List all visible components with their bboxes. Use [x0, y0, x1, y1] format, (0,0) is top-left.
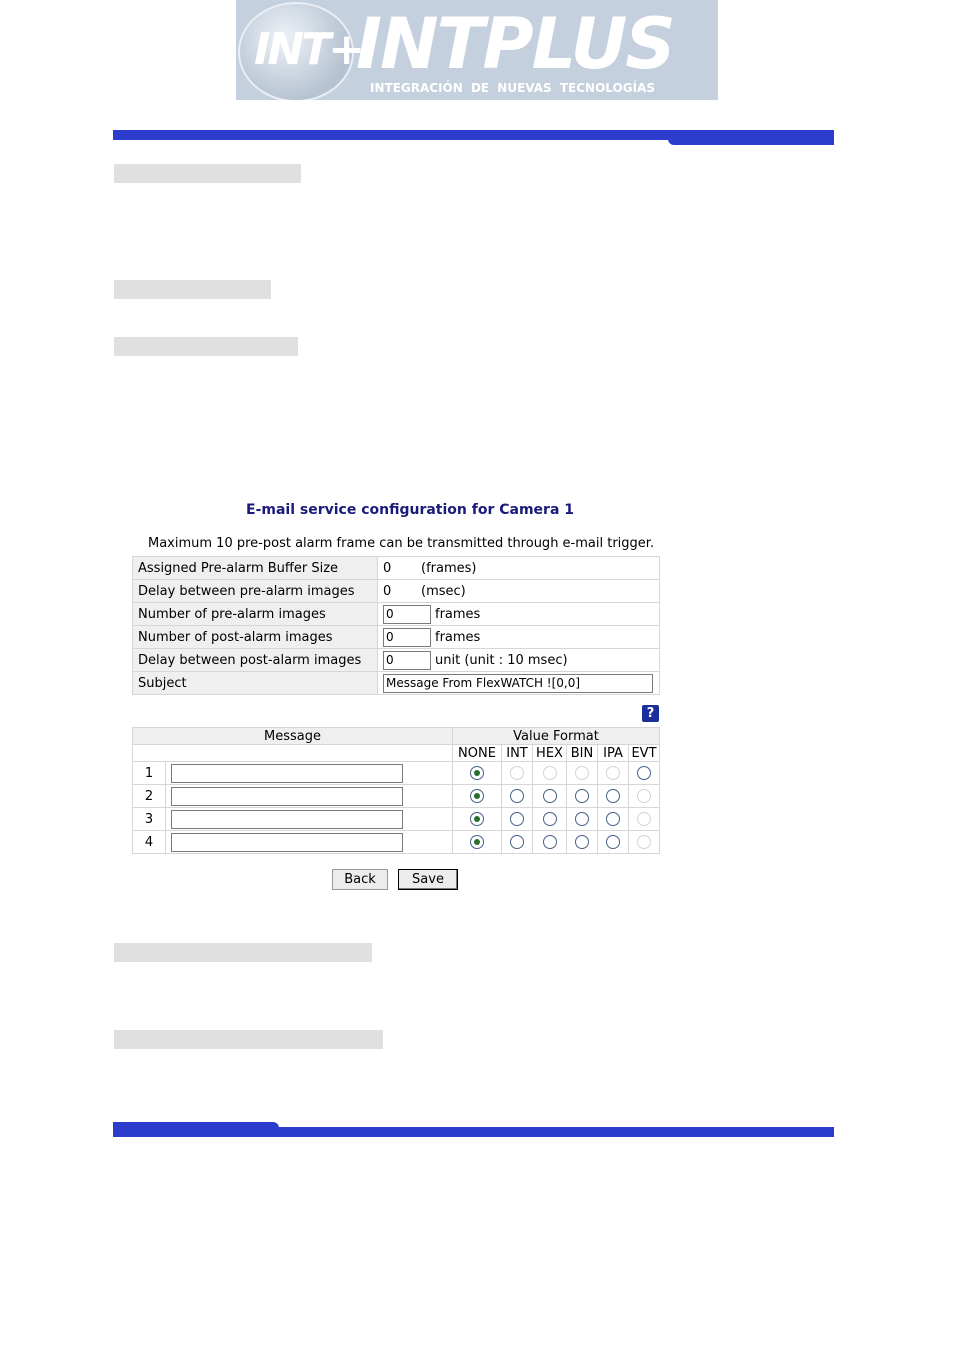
settings-row	[133, 626, 660, 649]
message-row-number: 4	[133, 831, 166, 854]
radio-cell	[567, 831, 598, 854]
message-row	[133, 785, 660, 808]
format-ipa-radio	[606, 766, 620, 780]
radio-cell	[533, 808, 567, 831]
radio-cell	[453, 785, 502, 808]
settings-row	[133, 603, 660, 626]
message-row-number: 3	[133, 808, 166, 831]
post-alarm-delay-label: Delay between post-alarm images	[133, 649, 378, 672]
form-note: Maximum 10 pre-post alarm frame can be transmitted through e-mail trigger.	[148, 536, 655, 551]
pre-alarm-delay-cell	[378, 580, 660, 603]
pre-alarm-images-unit: frames	[435, 606, 481, 622]
post-alarm-images-input[interactable]: 0	[383, 628, 431, 647]
post-alarm-images-unit: frames	[435, 629, 481, 645]
format-hex-radio[interactable]	[543, 789, 557, 803]
post-alarm-images-label: Number of post-alarm images	[133, 626, 378, 649]
format-evt-header: EVT	[629, 745, 660, 762]
radio-cell	[502, 762, 533, 785]
message-row-number: 2	[133, 785, 166, 808]
format-none-radio[interactable]	[470, 835, 484, 849]
radio-cell	[629, 831, 660, 854]
format-hex-radio[interactable]	[543, 835, 557, 849]
message-input[interactable]	[171, 833, 403, 852]
message-input[interactable]	[171, 787, 403, 806]
format-ipa-radio[interactable]	[606, 789, 620, 803]
subject-label: Subject	[133, 672, 378, 695]
format-hex-radio[interactable]	[543, 812, 557, 826]
message-row	[133, 808, 660, 831]
message-header-row	[133, 728, 660, 745]
blank-header	[133, 745, 453, 762]
format-bin-radio	[575, 766, 589, 780]
format-none-radio[interactable]	[470, 789, 484, 803]
pre-alarm-images-label: Number of pre-alarm images	[133, 603, 378, 626]
intplus-logo	[236, 0, 718, 100]
format-none-header: NONE	[453, 745, 502, 762]
radio-cell	[598, 831, 629, 854]
radio-cell	[598, 785, 629, 808]
pre-alarm-delay-label: Delay between pre-alarm images	[133, 580, 378, 603]
pre-alarm-buffer-cell	[378, 557, 660, 580]
post-alarm-images-cell	[378, 626, 660, 649]
format-int-radio[interactable]	[510, 789, 524, 803]
pre-alarm-buffer-unit: (frames)	[421, 560, 477, 576]
format-bin-radio[interactable]	[575, 835, 589, 849]
post-alarm-delay-input[interactable]: 0	[383, 651, 431, 670]
message-field-cell	[166, 762, 453, 785]
format-evt-radio	[637, 812, 651, 826]
message-input[interactable]	[171, 810, 403, 829]
settings-row	[133, 580, 660, 603]
redacted-block-4	[114, 943, 372, 962]
radio-cell	[502, 808, 533, 831]
radio-cell	[453, 808, 502, 831]
format-int-radio[interactable]	[510, 835, 524, 849]
format-hex-radio	[543, 766, 557, 780]
radio-cell	[567, 785, 598, 808]
logo-tagline: INTEGRACIÓN DE NUEVAS TECNOLOGÍAS	[370, 81, 655, 95]
format-bin-radio[interactable]	[575, 789, 589, 803]
message-field-cell	[166, 808, 453, 831]
message-table	[132, 727, 660, 854]
value-format-header: Value Format	[453, 728, 660, 745]
radio-cell	[533, 762, 567, 785]
logo-mark: INT+	[254, 24, 363, 75]
format-none-radio[interactable]	[470, 812, 484, 826]
format-ipa-radio[interactable]	[606, 812, 620, 826]
post-alarm-delay-unit: unit (unit : 10 msec)	[435, 652, 568, 668]
top-divider-tab	[668, 138, 834, 145]
format-evt-radio	[637, 789, 651, 803]
format-int-header: INT	[502, 745, 533, 762]
alarm-settings-table	[132, 556, 660, 695]
format-int-radio[interactable]	[510, 812, 524, 826]
radio-cell	[533, 785, 567, 808]
logo-brand: INTPLUS	[356, 3, 674, 85]
message-field-cell	[166, 785, 453, 808]
bottom-divider	[113, 1127, 834, 1137]
radio-cell	[453, 831, 502, 854]
radio-cell	[629, 762, 660, 785]
radio-cell	[629, 808, 660, 831]
radio-cell	[598, 762, 629, 785]
radio-cell	[453, 762, 502, 785]
format-int-radio	[510, 766, 524, 780]
format-bin-header: BIN	[567, 745, 598, 762]
post-alarm-delay-cell	[378, 649, 660, 672]
format-ipa-radio[interactable]	[606, 835, 620, 849]
pre-alarm-images-cell	[378, 603, 660, 626]
save-button[interactable]: Save	[398, 869, 458, 890]
settings-row	[133, 672, 660, 695]
radio-cell	[567, 808, 598, 831]
redacted-block-3	[114, 337, 298, 356]
format-ipa-header: IPA	[598, 745, 629, 762]
back-button[interactable]: Back	[332, 869, 388, 890]
pre-alarm-buffer-label: Assigned Pre-alarm Buffer Size	[133, 557, 378, 580]
format-bin-radio[interactable]	[575, 812, 589, 826]
pre-alarm-delay-unit: (msec)	[421, 583, 466, 599]
redacted-block-2	[114, 280, 271, 299]
format-evt-radio	[637, 835, 651, 849]
redacted-block-5	[114, 1030, 383, 1049]
format-header-row	[133, 745, 660, 762]
radio-cell	[629, 785, 660, 808]
pre-alarm-buffer-value: 0	[383, 560, 392, 576]
message-row-number: 1	[133, 762, 166, 785]
settings-row	[133, 649, 660, 672]
subject-input[interactable]: Message From FlexWATCH ![0,0]	[383, 674, 653, 693]
message-field-cell	[166, 831, 453, 854]
settings-row	[133, 557, 660, 580]
radio-cell	[533, 831, 567, 854]
message-row	[133, 762, 660, 785]
message-header: Message	[133, 728, 453, 745]
format-evt-radio[interactable]	[637, 766, 651, 780]
pre-alarm-delay-value: 0	[383, 583, 392, 599]
subject-cell	[378, 672, 660, 695]
help-icon[interactable]: ?	[642, 705, 659, 722]
radio-cell	[502, 831, 533, 854]
radio-cell	[502, 785, 533, 808]
radio-cell	[598, 808, 629, 831]
message-row	[133, 831, 660, 854]
redacted-block-1	[114, 164, 301, 183]
message-input[interactable]	[171, 764, 403, 783]
pre-alarm-images-input[interactable]: 0	[383, 605, 431, 624]
format-hex-header: HEX	[533, 745, 567, 762]
form-title: E-mail service configuration for Camera 1	[246, 502, 575, 518]
format-none-radio[interactable]	[470, 766, 484, 780]
radio-cell	[567, 762, 598, 785]
